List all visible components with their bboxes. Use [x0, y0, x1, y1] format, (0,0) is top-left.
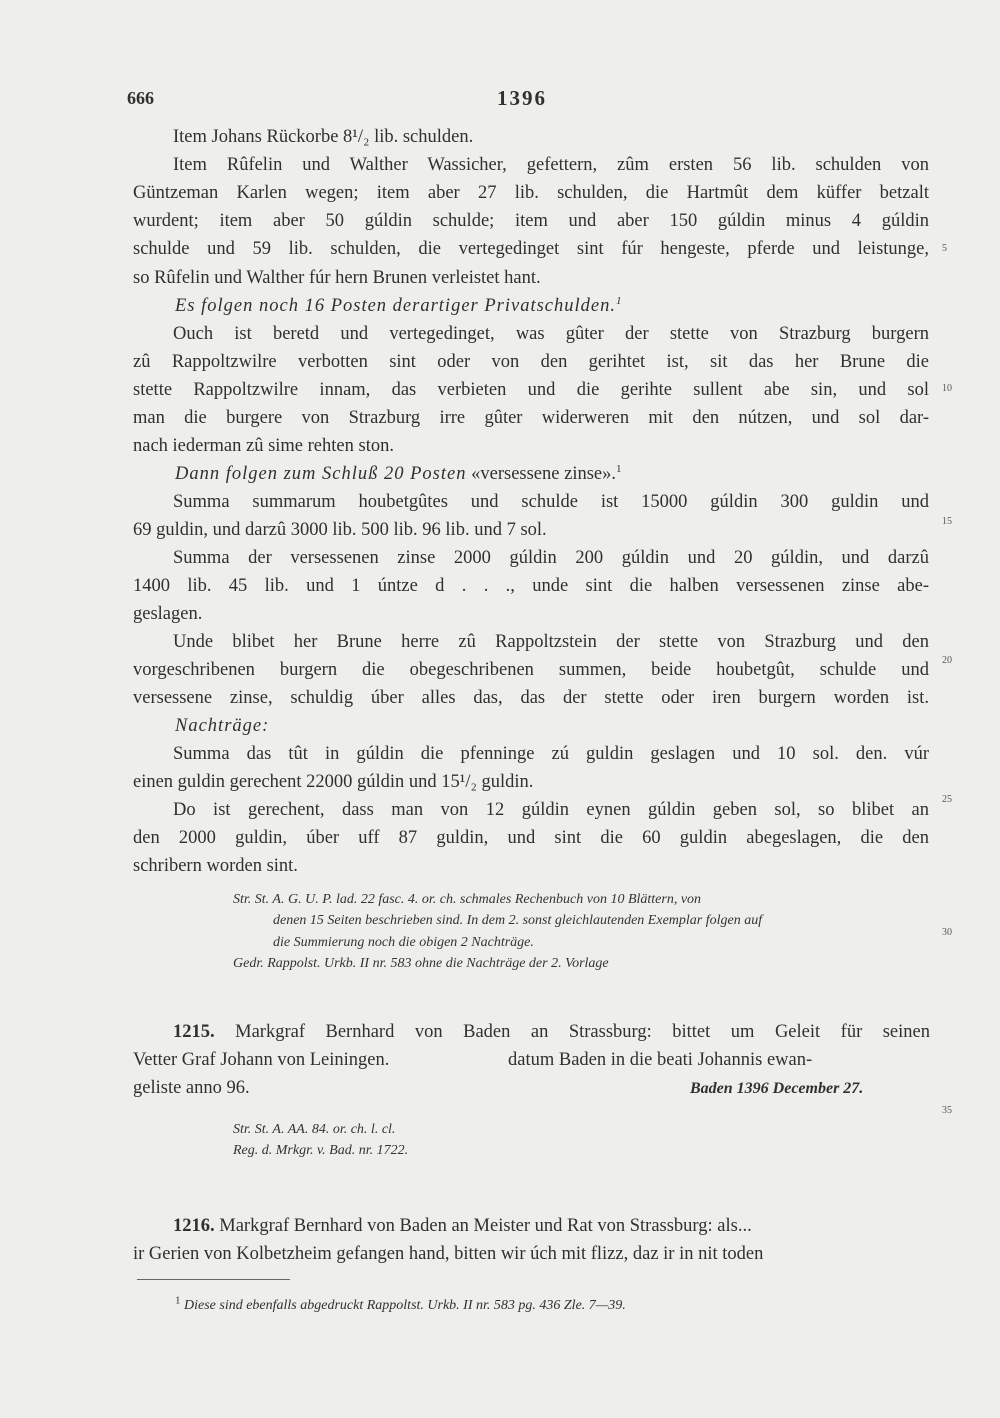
- page-number: 666: [127, 88, 154, 108]
- text-line-8: Ouch ist beretd und vertegedinget, was gûter der stette von Strazburg burgern: [173, 324, 929, 344]
- entry-1216-line-1: 1216. Markgraf Bernhard von Baden an Meister und Rat von Strassburg: als...: [173, 1216, 752, 1236]
- entry-1215-line-2b: datum Baden in die beati Johannis ewan-: [508, 1050, 813, 1070]
- line-number-5: 5: [942, 243, 947, 254]
- source-note-4: Gedr. Rappolst. Urkb. II nr. 583 ohne die Nachträge der 2. Vorlage: [233, 956, 609, 971]
- text-line-26: den 2000 guldin, úber uff 87 guldin, und sint die 60 guldin abegeslagen, die den: [133, 828, 929, 848]
- text-line-16: Summa der versessenen zinse 2000 gúldin 200 gúldin und 20 gúldin, und darzû: [173, 548, 929, 568]
- footnote-ref: 1: [615, 294, 623, 307]
- text-line-23: Summa das tût in gúldin die pfenninge zú guldin geslagen und 10 sol. den. vúr: [173, 744, 929, 764]
- page-year-header: 1396: [497, 86, 547, 110]
- line-number-25: 25: [942, 794, 952, 805]
- entry-1216-line-2: ir Gerien von Kolbetzheim gefangen hand, bitten wir úch mit flizz, daz ir in nit toden: [133, 1244, 764, 1264]
- line-number-30: 30: [942, 927, 952, 938]
- footnote-rule: [137, 1279, 290, 1280]
- entry-1215-line-3: geliste anno 96.: [133, 1078, 250, 1098]
- text-line-14: Summa summarum houbetgûtes und schulde ist 15000 gúldin 300 guldin und: [173, 492, 929, 512]
- text-line-1: Item Johans Rückorbe 8¹/₂ lib. schulden.: [173, 127, 474, 147]
- text-line-10: stette Rappoltzwilre innam, das verbieten und die gerihte sullent abe sin, und sol: [133, 380, 929, 400]
- entry-1215-line-2a: Vetter Graf Johann von Leiningen.: [133, 1050, 390, 1070]
- line-number-10: 10: [942, 383, 952, 394]
- entry-1215-source-1: Str. St. A. AA. 84. or. ch. l. cl.: [233, 1122, 396, 1137]
- text-line-9: zû Rappoltzwilre verbotten sint oder von den gerihtet ist, sit das her Brune die: [133, 352, 929, 372]
- entry-1215-source-2: Reg. d. Mrkgr. v. Bad. nr. 1722.: [233, 1143, 409, 1158]
- entry-1216-number: 1216.: [173, 1216, 215, 1236]
- text-line-6: so Rûfelin und Walther fúr hern Brunen verleistet hant.: [133, 268, 541, 288]
- text-line-5: schulde und 59 lib. schulden, die vertegedinget sint fúr hengeste, pferde und leistunge,: [133, 239, 929, 259]
- line-number-35: 35: [942, 1105, 952, 1116]
- footnote-ref-2: 1: [616, 462, 622, 475]
- footnote: $^1$ Diese sind ebenfalls abgedruckt Rappoltst. Urkb. II nr. 583 pg. 436 Zle. 7—39.: [175, 1294, 626, 1313]
- entry-1215-date: Baden 1396 December 27.: [690, 1080, 864, 1097]
- text-line-3: Güntzeman Karlen wegen; item aber 27 lib. schulden, die Hartmût dem küffer betzalt: [133, 183, 929, 203]
- text-line-11: man die burgere von Strazburg irre gûter widerweren mit den nútzen, und sol dar-: [133, 408, 929, 428]
- editorial-note-posten: Es folgen noch 16 Posten derartiger Privatschulden.$^1$: [175, 294, 623, 316]
- editorial-note-zinse: Dann folgen zum Schluß 20 Posten «versessene zinse».$^1$: [175, 462, 622, 484]
- source-note-3: die Summierung noch die obigen 2 Nachträge.: [273, 935, 534, 950]
- entry-1215-number: 1215.: [173, 1022, 215, 1042]
- text-line-20: vorgeschribenen burgern die obegeschribenen summen, beide houbetgût, schulde und: [133, 660, 929, 680]
- text-line-18: geslagen.: [133, 604, 203, 624]
- text-line-24: einen guldin gerechent 22000 gúldin und 15¹/₂ guldin.: [133, 772, 534, 792]
- text-line-21: versessene zinse, schuldig úber alles das, das der stette oder iren burgern worden ist.: [133, 688, 929, 708]
- line-number-15: 15: [942, 516, 952, 527]
- text-line-4: wurdent; item aber 50 gúldin schulde; item und aber 150 gúldin minus 4 gúldin: [133, 211, 929, 231]
- nachtraege-heading: Nachträge:: [175, 716, 270, 736]
- entry-1215-line-1: 1215. Markgraf Bernhard von Baden an Strassburg: bittet um Geleit für seinen: [173, 1022, 930, 1042]
- text-line-17: 1400 lib. 45 lib. und 1 úntze d . . ., unde sint die halben versessenen zinse abe-: [133, 576, 929, 596]
- text-line-27: schribern worden sint.: [133, 856, 298, 876]
- line-number-20: 20: [942, 655, 952, 666]
- text-line-15: 69 guldin, und darzû 3000 lib. 500 lib. 96 lib. und 7 sol.: [133, 520, 547, 540]
- source-note-2: denen 15 Seiten beschrieben sind. In dem 2. sonst gleichlautenden Exemplar folgen auf: [273, 913, 763, 928]
- text-line-25: Do ist gerechent, dass man von 12 gúldin eynen gúldin geben sol, so blibet an: [173, 800, 929, 820]
- source-note-1: Str. St. A. G. U. P. lad. 22 fasc. 4. or. ch. schmales Rechenbuch von 10 Blättern, von: [233, 892, 702, 907]
- text-line-19: Unde blibet her Brune herre zû Rappoltzstein der stette von Strazburg und den: [173, 632, 929, 652]
- text-line-12: nach iederman zû sime rehten ston.: [133, 436, 394, 456]
- footnote-mark: 1: [175, 1294, 181, 1307]
- text-line-2: Item Rûfelin und Walther Wassicher, gefettern, zûm ersten 56 lib. schulden von: [173, 155, 929, 175]
